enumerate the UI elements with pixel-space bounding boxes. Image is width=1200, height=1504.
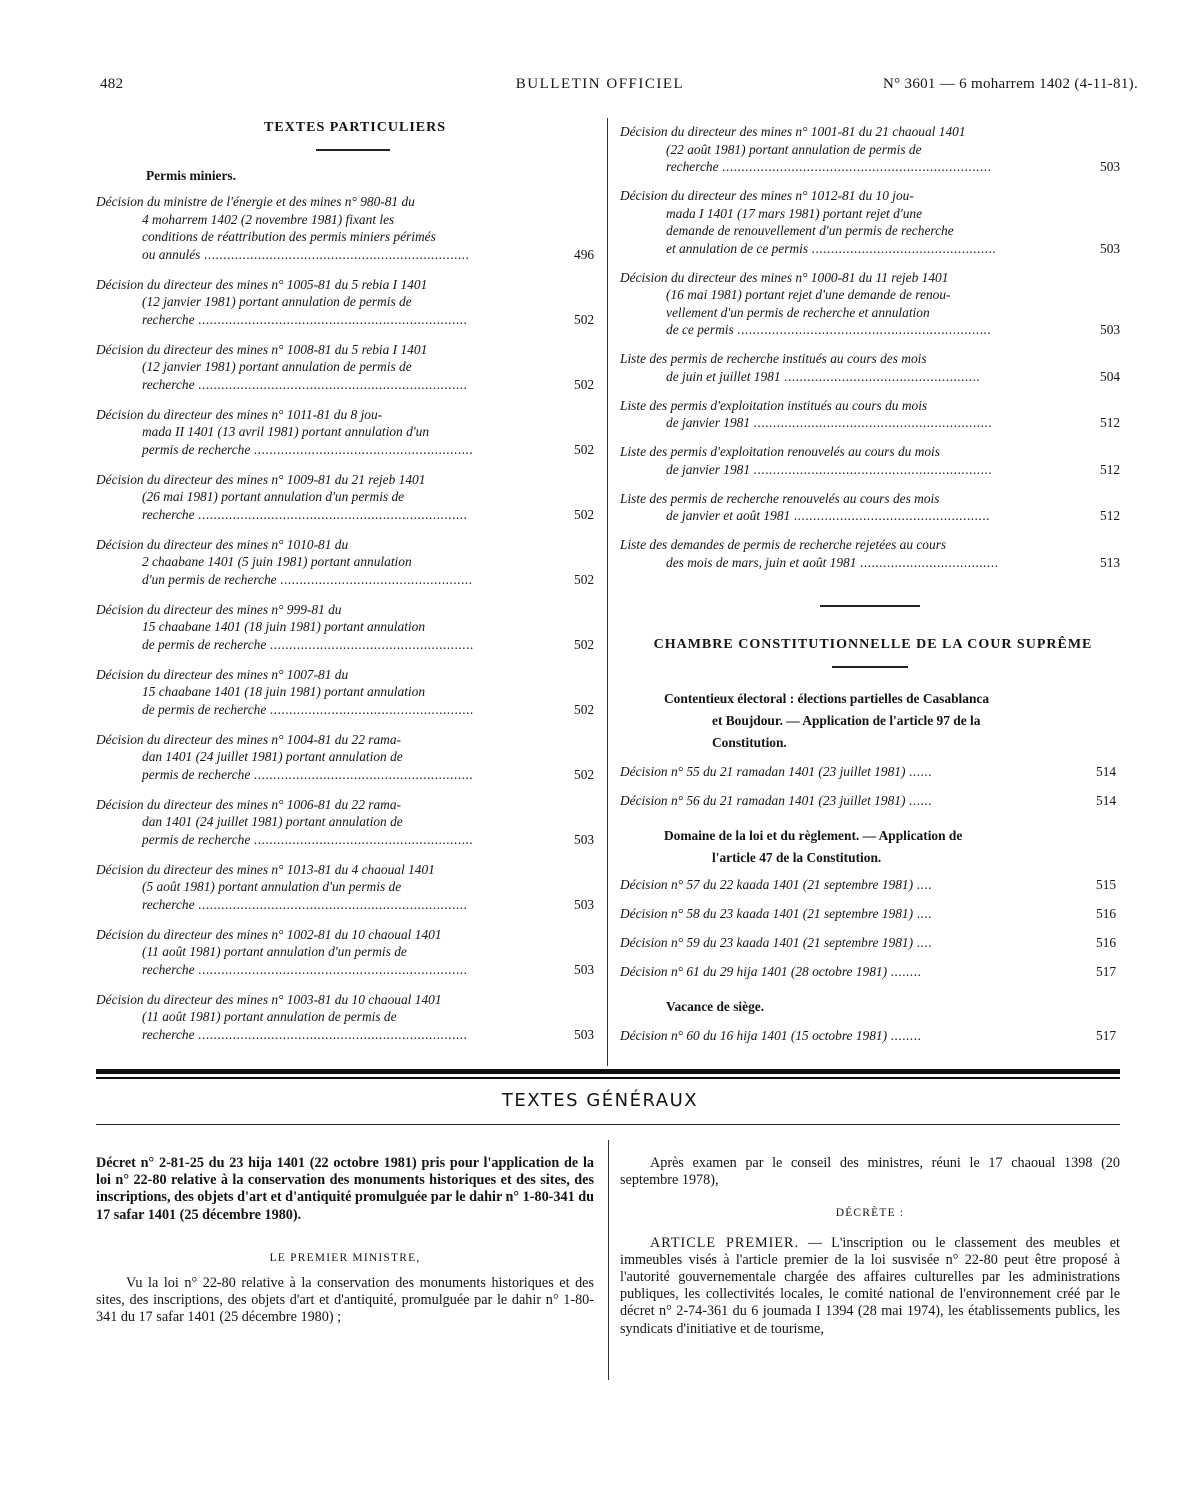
decrete-label: DÉCRÈTE : xyxy=(835,1207,905,1220)
toc-page-number: 503 xyxy=(1100,159,1121,174)
toc-entry-line xyxy=(96,293,604,311)
leader-dots: ..................................................................... xyxy=(200,246,470,262)
toc-page-number: 504 xyxy=(1100,368,1121,384)
toc-entry-text: et annulation de ce permis xyxy=(666,240,809,256)
leader-dots: ...................................................................... xyxy=(194,1026,468,1042)
toc-entry-text: (11 août 1981) portant annulation d'un permis de xyxy=(142,944,407,959)
toc-entry-text: Décision du directeur des mines n° 999-81 du xyxy=(96,601,342,617)
toc-entry xyxy=(96,991,604,1044)
toc-entry xyxy=(620,1027,1126,1045)
toc-entry-text: Décision n° 56 du 21 ramadan 1401 (23 juillet 1981) xyxy=(620,793,906,808)
toc-entry-line xyxy=(620,792,1126,810)
toc-entry-line xyxy=(96,961,604,979)
leader-dots: ...................................................................... xyxy=(194,311,468,327)
group3-entries xyxy=(620,1027,1126,1045)
toc-entry xyxy=(620,934,1126,952)
toc-entry-line xyxy=(96,896,604,914)
toc-entry-line xyxy=(96,666,604,684)
textes-generaux-title: TEXTES GÉNÉRAUX xyxy=(501,1090,699,1111)
toc-page-number: 502 xyxy=(574,376,595,392)
toc-page-number: 503 xyxy=(574,1026,595,1042)
toc-entry-line xyxy=(96,1008,604,1026)
toc-entry-text: de janvier 1981 xyxy=(666,415,751,430)
toc-entry-line xyxy=(620,934,1126,952)
toc-entry-text: permis de recherche xyxy=(142,831,251,847)
leader-dots: ......................................................... xyxy=(250,766,474,782)
toc-page-number: 515 xyxy=(1096,877,1117,892)
toc-entry-line xyxy=(620,286,1126,304)
toc-entry-line xyxy=(96,618,604,636)
page-number: 482 xyxy=(100,76,124,92)
toc-entry-text: (11 août 1981) portant annulation de permis de xyxy=(142,1009,397,1024)
toc-entry-text: (16 mai 1981) portant rejet d'une demande de renou- xyxy=(666,287,951,302)
toc-entry-text: 15 chaabane 1401 (18 juin 1981) portant annulation xyxy=(142,619,426,634)
toc-entry-line xyxy=(620,963,1126,981)
decree-left-column xyxy=(96,1155,594,1327)
toc-entry-text: (22 août 1981) portant annulation de permis de xyxy=(666,141,922,157)
toc-page-number: 502 xyxy=(574,441,595,457)
toc-entry-line xyxy=(96,943,604,961)
toc-entry-text: Décision n° 55 du 21 ramadan 1401 (23 juillet 1981) xyxy=(620,764,906,779)
toc-entry-line xyxy=(96,358,604,376)
toc-entry xyxy=(96,666,604,719)
thick-rule xyxy=(96,1069,1120,1074)
column-divider-top xyxy=(607,118,608,1066)
domaine-line-1: Domaine de la loi et du règlement. — Application de xyxy=(664,828,963,843)
toc-page-number: 502 xyxy=(574,701,595,717)
textes-generaux-rule xyxy=(96,1124,1120,1125)
toc-entry-text: Liste des permis d'exploitation institués au cours du mois xyxy=(620,397,928,413)
contentieux-heading xyxy=(664,688,1084,754)
toc-entry-text: Liste des permis de recherche institués au cours des mois xyxy=(620,351,927,366)
toc-entry xyxy=(96,341,604,394)
toc-page-number: 512 xyxy=(1100,415,1121,430)
toc-entry-line xyxy=(96,406,604,424)
leader-dots: .... xyxy=(913,935,933,950)
leader-dots: ...................................................................... xyxy=(718,159,992,174)
toc-entry-line xyxy=(96,471,604,489)
toc-entry-line xyxy=(620,187,1126,205)
toc-entry-line xyxy=(96,341,604,359)
toc-entry-text: (12 janvier 1981) portant annulation de permis de xyxy=(142,294,412,309)
leader-dots: ................................................ xyxy=(808,240,997,256)
toc-entry-line xyxy=(96,731,604,749)
toc-entry xyxy=(96,861,604,914)
leader-dots: .............................................................. xyxy=(750,461,993,477)
toc-entry xyxy=(96,276,604,329)
chambre-rule xyxy=(832,666,908,668)
toc-page-number: 512 xyxy=(1100,508,1121,523)
group2-entries xyxy=(620,876,1126,992)
toc-entry-text: (26 mai 1981) portant annulation d'un permis de xyxy=(142,489,405,504)
toc-entry-line xyxy=(96,701,604,719)
leader-dots: ..................................................... xyxy=(266,636,475,652)
toc-entry-text: de permis de recherche xyxy=(142,701,267,717)
toc-entry-text: Décision n° 58 du 23 kaada 1401 (21 septembre 1981) xyxy=(620,906,914,921)
toc-entry-text: de ce permis xyxy=(666,322,734,337)
toc-entry xyxy=(620,536,1126,571)
toc-entry-text: conditions de réattribution des permis miniers périmés xyxy=(142,229,436,244)
toc-entry xyxy=(96,193,604,263)
leader-dots: ........ xyxy=(887,1028,922,1043)
thin-rule xyxy=(96,1077,1120,1079)
issue-info: N° 3601 — 6 moharrem 1402 (4-11-81). xyxy=(883,76,1138,92)
toc-entry-line xyxy=(96,228,604,246)
toc-entry-line xyxy=(620,507,1126,525)
leader-dots: ...... xyxy=(905,793,933,808)
leader-dots: .............................................................. xyxy=(750,415,993,430)
toc-entry-text: Décision n° 59 du 23 kaada 1401 (21 septembre 1981) xyxy=(620,935,914,950)
toc-entry-line xyxy=(96,311,604,329)
toc-entry-line xyxy=(96,441,604,459)
leader-dots: .................................... xyxy=(856,554,999,570)
toc-entry-line xyxy=(620,876,1126,894)
toc-entry-line xyxy=(96,813,604,831)
toc-page-number: 503 xyxy=(574,831,595,847)
toc-entry-line xyxy=(620,123,1126,141)
decree-right-column xyxy=(620,1155,1120,1338)
toc-entry-text: recherche xyxy=(142,376,195,392)
leader-dots: ......................................................... xyxy=(250,441,474,457)
toc-entry-line xyxy=(620,536,1126,554)
toc-right-column xyxy=(620,123,1126,583)
leader-dots: ................................................... xyxy=(790,508,991,523)
toc-entry-line xyxy=(620,269,1126,287)
toc-entry-line xyxy=(96,246,604,264)
toc-page-number: 514 xyxy=(1096,764,1117,779)
toc-entry-text: Décision du directeur des mines n° 1011-81 du 8 jou- xyxy=(96,406,383,422)
group1-entries xyxy=(620,763,1126,821)
toc-entry xyxy=(620,269,1126,339)
toc-entry-text: 15 chaabane 1401 (18 juin 1981) portant annulation xyxy=(142,684,426,699)
toc-entry-text: recherche xyxy=(666,159,719,174)
leader-dots: .... xyxy=(913,906,933,921)
toc-entry-text: Décision du directeur des mines n° 1003-81 du 10 chaoual 1401 xyxy=(96,991,442,1007)
toc-entry-text: Décision du directeur des mines n° 1004-81 du 22 rama- xyxy=(96,731,401,747)
toc-entry-text: recherche xyxy=(142,311,195,327)
toc-entry-line xyxy=(620,414,1126,432)
toc-entry-line xyxy=(96,926,604,944)
toc-entry-text: Liste des permis d'exploitation renouvelés au cours du mois xyxy=(620,444,940,459)
chambre-top-rule xyxy=(820,605,920,607)
decree-title: Décret n° 2-81-25 du 23 hija 1401 (22 octobre 1981) pris pour l'application de la loi n° 22-80 relative à la conservation des monuments historiques et des sites, des inscriptions, des objets d'art et d'antiquité promulguée par le dahir n° 1-80-341 du 17 safar 1401 (25 décembre 1980). xyxy=(96,1155,594,1223)
toc-entry xyxy=(96,601,604,654)
toc-entry-text: (5 août 1981) portant annulation d'un permis de xyxy=(142,879,402,894)
chambre-title: CHAMBRE CONSTITUTIONNELLE DE LA COUR SUPRÊME xyxy=(653,637,1093,652)
contentieux-line-2: et Boujdour. — Application de l'article 97 de la xyxy=(712,713,981,728)
toc-entry-text: demande de renouvellement d'un permis de recherche xyxy=(666,223,954,238)
toc-page-number: 503 xyxy=(574,961,595,977)
section-rule xyxy=(316,149,390,151)
contentieux-line-1: Contentieux électoral : élections partielles de Casablanca xyxy=(664,691,990,706)
toc-entry xyxy=(620,792,1126,810)
toc-entry-line xyxy=(620,763,1126,781)
toc-entry-text: Décision n° 60 du 16 hija 1401 (15 octobre 1981) xyxy=(620,1028,888,1043)
leader-dots: ...................................................................... xyxy=(194,506,468,522)
toc-entry-text: recherche xyxy=(142,896,195,912)
toc-entry xyxy=(620,905,1126,923)
toc-entry xyxy=(620,490,1126,525)
leader-dots: ........ xyxy=(887,964,922,979)
toc-entry-text: Décision du directeur des mines n° 1009-81 du 21 rejeb 1401 xyxy=(96,471,426,487)
toc-entry-text: dan 1401 (24 juillet 1981) portant annulation de xyxy=(142,749,403,764)
toc-entry-line xyxy=(96,991,604,1009)
leader-dots: .................................................................. xyxy=(733,322,992,337)
toc-entry xyxy=(620,123,1126,176)
toc-entry xyxy=(620,876,1126,894)
toc-entry-line xyxy=(620,490,1126,508)
toc-entry-line xyxy=(96,831,604,849)
toc-entry-line xyxy=(620,350,1126,368)
toc-entry-line xyxy=(620,1027,1126,1045)
toc-entry-line xyxy=(620,222,1126,240)
leader-dots: ...................................................................... xyxy=(194,961,468,977)
toc-entry xyxy=(96,406,604,459)
vu-paragraph: Vu la loi n° 22-80 relative à la conservation des monuments historiques et des sites, des inscriptions, des objets d'art et d'antiquité, promulguée par le dahir n° 1-80-341 du 17 safar 1401 (25 décembre 1980) ; xyxy=(96,1275,594,1326)
toc-entry-line xyxy=(96,506,604,524)
toc-entry-text: de janvier et août 1981 xyxy=(666,508,791,523)
toc-entry-line xyxy=(620,554,1126,572)
textes-particuliers-title: TEXTES PARTICULIERS xyxy=(263,120,447,135)
toc-entry-text: permis de recherche xyxy=(142,766,251,782)
toc-entry-text: (12 janvier 1981) portant annulation de permis de xyxy=(142,359,412,374)
toc-left-column xyxy=(96,193,604,1056)
toc-entry-text: de permis de recherche xyxy=(142,636,267,652)
toc-entry xyxy=(620,187,1126,257)
toc-entry-line xyxy=(96,878,604,896)
toc-entry-text: Liste des permis de recherche renouvelés au cours des mois xyxy=(620,490,940,506)
domaine-line-2: l'article 47 de la Constitution. xyxy=(712,850,882,865)
toc-page-number: 514 xyxy=(1096,793,1117,808)
toc-page-number: 512 xyxy=(1100,461,1121,477)
toc-entry-line xyxy=(96,211,604,229)
toc-entry xyxy=(620,350,1126,385)
toc-entry-line xyxy=(620,158,1126,176)
toc-page-number: 516 xyxy=(1096,906,1117,921)
column-divider-bottom xyxy=(608,1140,609,1380)
toc-entry-text: d'un permis de recherche xyxy=(142,571,277,587)
toc-entry-line xyxy=(620,304,1126,322)
toc-page-number: 503 xyxy=(574,896,595,912)
toc-entry-text: ou annulés xyxy=(142,246,201,262)
toc-entry-text: 2 chaabane 1401 (5 juin 1981) portant annulation xyxy=(142,554,412,569)
toc-entry-line xyxy=(96,276,604,294)
toc-entry-line xyxy=(96,571,604,589)
toc-entry-line xyxy=(96,636,604,654)
toc-entry-line xyxy=(96,766,604,784)
toc-entry xyxy=(96,471,604,524)
toc-entry-text: Décision du ministre de l'énergie et des mines n° 980-81 du xyxy=(96,194,415,209)
toc-entry-text: permis de recherche xyxy=(142,441,251,457)
toc-entry-line xyxy=(620,461,1126,479)
toc-entry-text: Décision n° 61 du 29 hija 1401 (28 octobre 1981) xyxy=(620,964,888,979)
toc-entry xyxy=(620,443,1126,478)
article-premier xyxy=(620,1235,1120,1338)
permis-miniers-heading: Permis miniers. xyxy=(146,168,236,183)
toc-entry-text: Décision du directeur des mines n° 1007-81 du xyxy=(96,666,349,682)
toc-entry xyxy=(620,763,1126,781)
toc-entry-line xyxy=(96,1026,604,1044)
toc-entry-line xyxy=(96,553,604,571)
toc-entry-line xyxy=(620,397,1126,415)
toc-entry-text: de juin et juillet 1981 xyxy=(666,368,781,384)
toc-page-number: 496 xyxy=(574,246,595,262)
toc-entry-text: recherche xyxy=(142,1026,195,1042)
toc-entry-line xyxy=(620,368,1126,386)
toc-page-number: 502 xyxy=(574,506,595,522)
toc-entry-text: vellement d'un permis de recherche et annulation xyxy=(666,304,930,320)
article-label: ARTICLE PREMIER. xyxy=(650,1234,800,1251)
toc-entry xyxy=(620,963,1126,981)
toc-page-number: 516 xyxy=(1096,935,1117,950)
toc-page-number: 513 xyxy=(1100,554,1121,570)
toc-entry-text: dan 1401 (24 juillet 1981) portant annulation de xyxy=(142,814,403,829)
toc-page-number: 502 xyxy=(574,311,595,327)
toc-entry xyxy=(96,731,604,784)
toc-page-number: 517 xyxy=(1096,964,1117,979)
toc-entry-text: Décision du directeur des mines n° 1013-81 du 4 chaoual 1401 xyxy=(96,861,435,877)
apres-paragraph: Après examen par le conseil des ministres, réuni le 17 chaoual 1398 (20 septembre 1978), xyxy=(620,1155,1120,1189)
toc-entry-line xyxy=(620,321,1126,339)
leader-dots: ...... xyxy=(905,764,933,779)
toc-entry-text: Décision du directeur des mines n° 1002-81 du 10 chaoual 1401 xyxy=(96,926,442,942)
toc-page-number: 502 xyxy=(574,636,595,652)
toc-entry-line xyxy=(620,905,1126,923)
toc-entry-text: recherche xyxy=(142,506,195,522)
toc-entry-line xyxy=(96,861,604,879)
toc-entry-text: Décision du directeur des mines n° 1005-81 du 5 rebia I 1401 xyxy=(96,276,428,292)
toc-entry-line xyxy=(96,536,604,554)
toc-entry xyxy=(96,536,604,589)
toc-entry xyxy=(96,926,604,979)
toc-entry-text: Décision du directeur des mines n° 1012-81 du 10 jou- xyxy=(620,188,914,203)
toc-entry-text: mada I 1401 (17 mars 1981) portant rejet d'une xyxy=(666,205,923,221)
toc-page-number: 502 xyxy=(574,766,595,782)
leader-dots: ......................................................... xyxy=(250,831,474,847)
toc-page-number: 502 xyxy=(574,571,595,587)
contentieux-line-3: Constitution. xyxy=(712,735,787,750)
toc-entry xyxy=(620,397,1126,432)
toc-entry-text: Décision du directeur des mines n° 1001-81 du 21 chaoual 1401 xyxy=(620,124,966,139)
toc-entry-text: 4 moharrem 1402 (2 novembre 1981) fixant les xyxy=(142,211,395,227)
toc-entry-line xyxy=(96,376,604,394)
leader-dots: ...................................................................... xyxy=(194,896,468,912)
domaine-heading xyxy=(664,825,1084,869)
toc-entry-text: Décision n° 57 du 22 kaada 1401 (21 septembre 1981) xyxy=(620,877,914,892)
toc-entry-text: Décision du directeur des mines n° 1010-81 du xyxy=(96,536,349,552)
toc-entry-text: mada II 1401 (13 avril 1981) portant annulation d'un xyxy=(142,424,430,439)
toc-entry-line xyxy=(96,423,604,441)
toc-entry-line xyxy=(96,193,604,211)
vacance-heading: Vacance de siège. xyxy=(666,999,765,1014)
leader-dots: .................................................. xyxy=(276,571,473,587)
toc-entry-text: Liste des demandes de permis de recherche rejetées au cours xyxy=(620,537,947,552)
leader-dots: .... xyxy=(913,877,933,892)
toc-entry-line xyxy=(620,141,1126,159)
premier-ministre-label: LE PREMIER MINISTRE, xyxy=(269,1251,421,1264)
leader-dots: ...................................................................... xyxy=(194,376,468,392)
toc-page-number: 503 xyxy=(1100,322,1121,337)
toc-entry-text: Décision du directeur des mines n° 1000-81 du 11 rejeb 1401 xyxy=(620,269,949,285)
toc-page-number: 503 xyxy=(1100,240,1121,256)
toc-entry-line xyxy=(620,205,1126,223)
toc-entry-text: des mois de mars, juin et août 1981 xyxy=(666,554,857,570)
toc-entry-text: Décision du directeur des mines n° 1008-81 du 5 rebia I 1401 xyxy=(96,341,428,357)
toc-entry-line xyxy=(96,601,604,619)
toc-entry-line xyxy=(96,683,604,701)
toc-entry-text: de janvier 1981 xyxy=(666,461,751,477)
toc-entry-line xyxy=(96,796,604,814)
toc-entry-text: recherche xyxy=(142,961,195,977)
toc-entry xyxy=(96,796,604,849)
article-text: — L'inscription ou le classement des meubles et immeubles visés à l'article premier de la loi susvisée n° 22-80 peut être proposé à l'autorité gouvernementale chargée des affaires culturelles par les administrations publiques, les collectivités locales, le comité national de l'environnement créé par le décret n° 2-74-361 du 6 joumada I 1394 (28 mai 1974), les établissements publics, les syndicats d'initiative et de tourisme, xyxy=(620,1234,1120,1337)
toc-entry-line xyxy=(620,443,1126,461)
leader-dots: ..................................................... xyxy=(266,701,475,717)
toc-entry-line xyxy=(620,240,1126,258)
toc-entry-line xyxy=(96,748,604,766)
leader-dots: ................................................... xyxy=(780,368,981,384)
journal-title: BULLETIN OFFICIEL xyxy=(515,76,685,92)
toc-page-number: 517 xyxy=(1096,1028,1117,1043)
toc-entry-line xyxy=(96,488,604,506)
toc-entry-text: Décision du directeur des mines n° 1006-81 du 22 rama- xyxy=(96,796,401,812)
